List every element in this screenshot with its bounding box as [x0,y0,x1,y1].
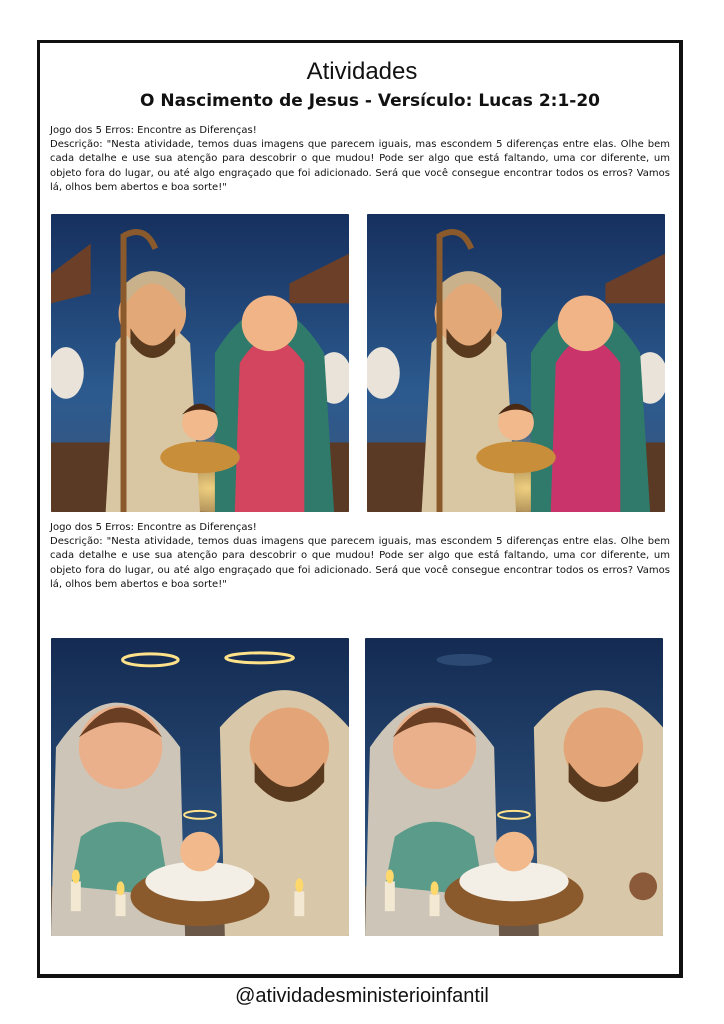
page-subtitle: O Nascimento de Jesus - Versículo: Lucas 2:1-20 [139,91,601,111]
nativity-image-1-altered [367,214,665,512]
activity-heading: Jogo dos 5 Erros: Encontre as Diferenças! [50,125,257,136]
footer-handle: @atividadesministerioinfantil [235,985,489,1007]
nativity-image-1-original [51,214,349,512]
page-title: Atividades [306,58,418,85]
nativity-image-2-altered [365,638,663,936]
activity-description: Descrição: "Nesta atividade, temos duas imagens que parecem iguais, mas escondem 5 diferenças entre elas. Olhe bem cada detalhe e use sua atenção para descobrir o que mudou! Pode ser algo que está faltando, uma cor diferente, um objeto fora do lugar, ou até algo engraçado que foi adicionado. Será que você consegue encontrar todos os erros? Vamos lá, olhos bem abertos e boa sorte!" [50,139,670,193]
activity-description: Descrição: "Nesta atividade, temos duas imagens que parecem iguais, mas escondem 5 diferenças entre elas. Olhe bem cada detalhe e use sua atenção para descobrir o que mudou! Pode ser algo que está faltando, uma cor diferente, um objeto fora do lugar, ou até algo engraçado que foi adicionado. Será que você consegue encontrar todos os erros? Vamos lá, olhos bem abertos e boa sorte!" [50,536,670,590]
nativity-image-2-original [51,638,349,936]
activity-1-text [50,124,670,195]
activity-heading: Jogo dos 5 Erros: Encontre as Diferenças! [50,522,257,533]
activity-2-text [50,521,670,592]
